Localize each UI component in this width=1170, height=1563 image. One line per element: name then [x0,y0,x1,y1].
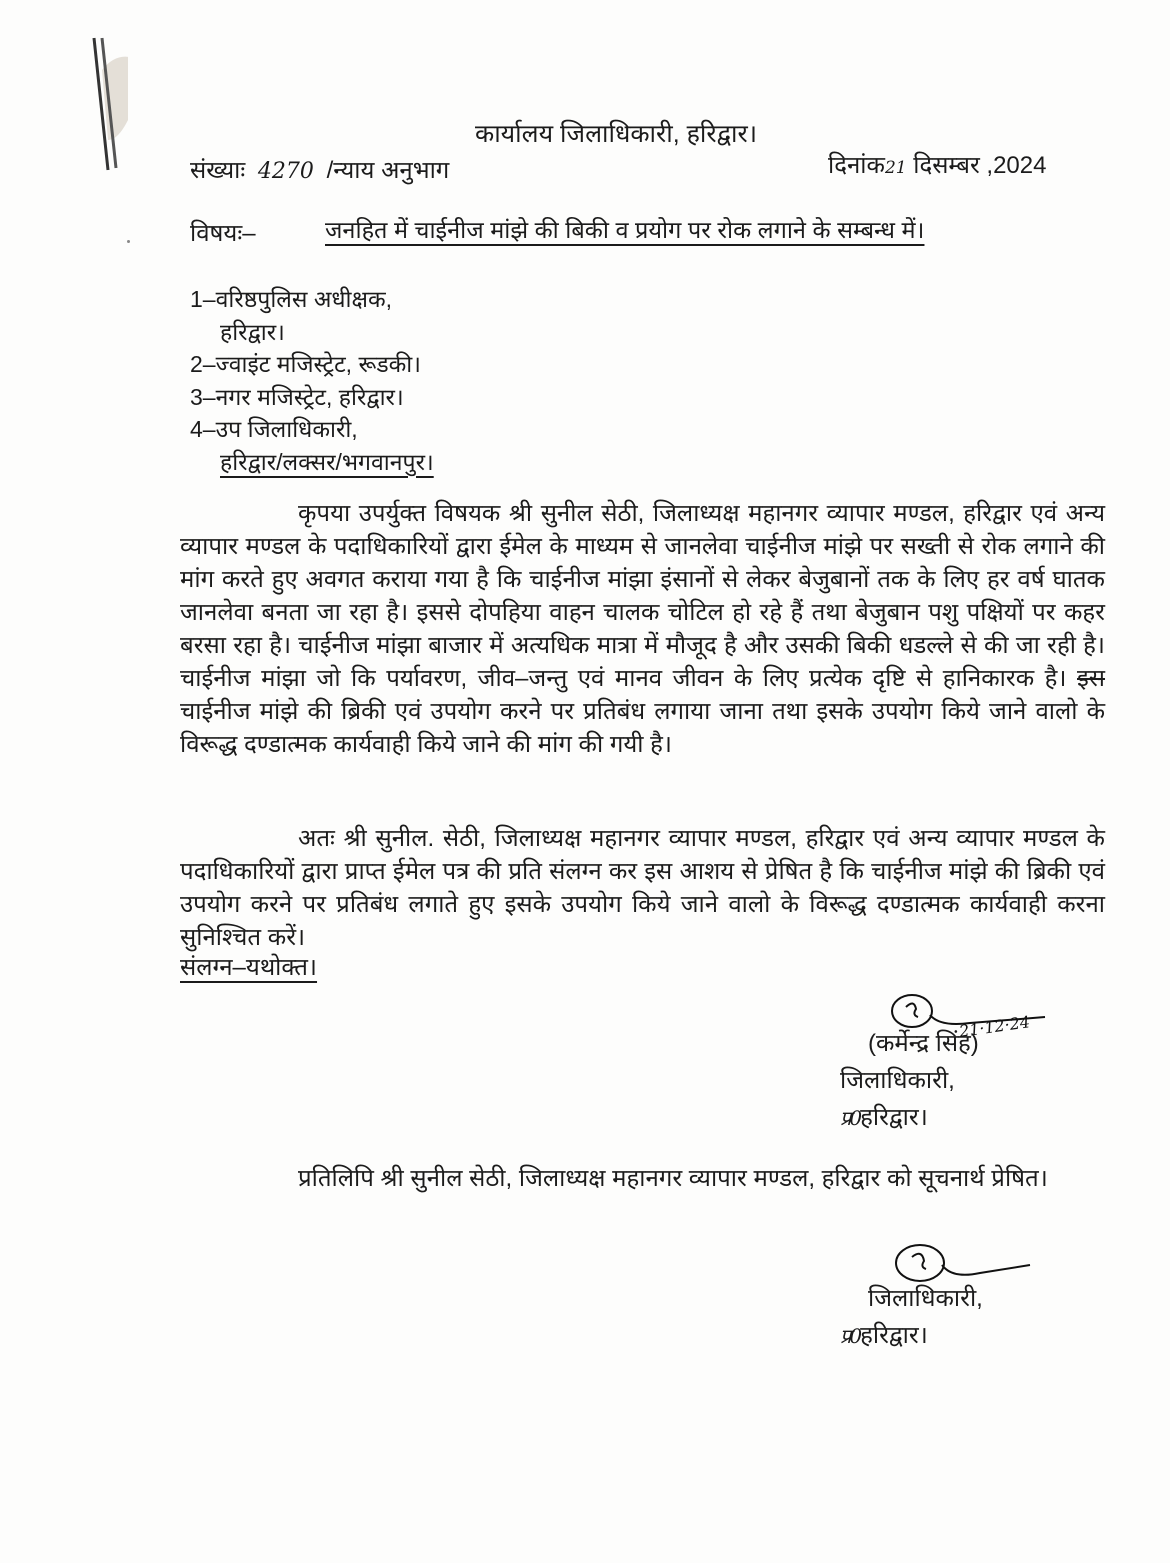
signatory-title: जिलाधिकारी, [840,1067,955,1094]
addressee-1: 1–वरिष्ठपुलिस अधीक्षक, [190,286,393,312]
addressee-4-places: हरिद्वार/लक्सर/भगवानपुर। [220,448,434,475]
para1-text-b: चाईनीज मांझे की ब्रिकी एवं उपयोग करने पर प्रतिबंध लगाया जाना तथा इसके उपयोग किये जाने वालो के विरूद्ध दण्डात्मक कार्यवाही किये जाने की मांग की गयी है। [180,698,1105,758]
office-heading: कार्यालय जिलाधिकारी, हरिद्वार। [475,120,758,148]
subject-label: विषयः– [190,220,256,247]
letter-date [828,150,1046,184]
ref-number-handwritten: 4270 [257,159,314,184]
copy-to-paragraph [180,1162,1110,1195]
date-day-handwritten: 21 [884,158,907,178]
ref-section: /न्याय अनुभाग [326,157,450,184]
struck-word: इस [1077,665,1106,692]
para1-text-a: कृपया उपर्युक्त विषयक श्री सुनील सेठी, जिलाध्यक्ष महानगर व्यापार मण्डल, हरिद्वार एवं अन्य व्यापार मण्डल के पदाधिकारियों द्वारा ईमेल के माध्यम से जानलेवा चाईनीज मांझे पर सख्ती से रोक लगाने की मांग करते हुए अवगत कराया गया है कि चाईनीज मांझा इंसानों से लेकर बेजुबानों तक के लिए हर वर्ष घातक जानलेवा बनता जा रहा है। इससे दोपहिया वाहन चालक चोटिल हो रहे हैं तथा बेजुबान पशु पक्षियों पर कहर बरसा रहा है। चाईनीज मांझा बाजार में अत्यधिक मात्रा में मौजूद है और उसकी बिकी धडल्ले से की जा रही है। चाईनीज मांझा जो कि पर्यावरण, जीव–जन्तु एवं मानव जीवन के लिए प्रत्येक दृष्टि से हानिकारक है। [180,500,1105,692]
reference-number [190,155,449,188]
date-label: दिनांक [828,152,885,179]
copy-text: प्रतिलिपि श्री सुनील सेठी, जिलाध्यक्ष महानगर व्यापार मण्डल, हरिद्वार को सूचनार्थ प्रेषित। [298,1165,1048,1192]
signature-block-1 [840,1025,979,1137]
ref-label: संख्याः [190,157,246,184]
body-paragraph-2 [180,822,1105,954]
addressee-3: 3–नगर मजिस्ट्रेट, हरिद्वार। [190,383,404,410]
pra-scribble: प्र0 [840,1106,861,1130]
pra-scribble-2: प्र0 [840,1324,861,1348]
staple-icon [88,30,128,180]
signatory-place: हरिद्वार। [860,1104,928,1131]
signatory-name: (कर्मेन्द्र सिंह) [868,1030,979,1057]
signature-block-2 [840,1280,983,1355]
body-paragraph-1 [180,497,1105,761]
speck [127,240,130,243]
addressee-4: 4–उप जिलाधिकारी, [190,416,358,442]
addressee-2: 2–ज्वाइंट मजिस्ट्रेट, रूडकी। [190,351,421,377]
para2-text: अतः श्री सुनील. सेठी, जिलाध्यक्ष महानगर व्यापार मण्डल, हरिद्वार एवं अन्य व्यापार मण्डल के पदाधिकारियों द्वारा प्राप्त ईमेल पत्र की प्रति संलग्न कर इस आशय से प्रेषित है कि चाईनीज मांझे की ब्रिकी एवं उपयोग करने पर प्रतिबंध लगाते हुए इसके उपयोग किये जाने वालो के विरूद्ध दण्डात्मक कार्यवाही करना सुनिश्चित करें। [180,825,1105,951]
enclosure-note: संलग्न–यथोक्त। [180,954,318,981]
signature-date: 21·12·24 [957,1012,1032,1041]
signatory-2-title: जिलाधिकारी, [868,1285,983,1312]
addressee-list [190,283,434,478]
date-month-year: दिसम्बर ,2024 [913,152,1047,179]
signatory-2-place: हरिद्वार। [860,1322,928,1349]
subject-text: जनहित में चाईनीज मांझे की बिकी व प्रयोग पर रोक लगाने के सम्बन्ध में। [325,217,925,243]
addressee-1-place: हरिद्वार। [220,318,285,345]
